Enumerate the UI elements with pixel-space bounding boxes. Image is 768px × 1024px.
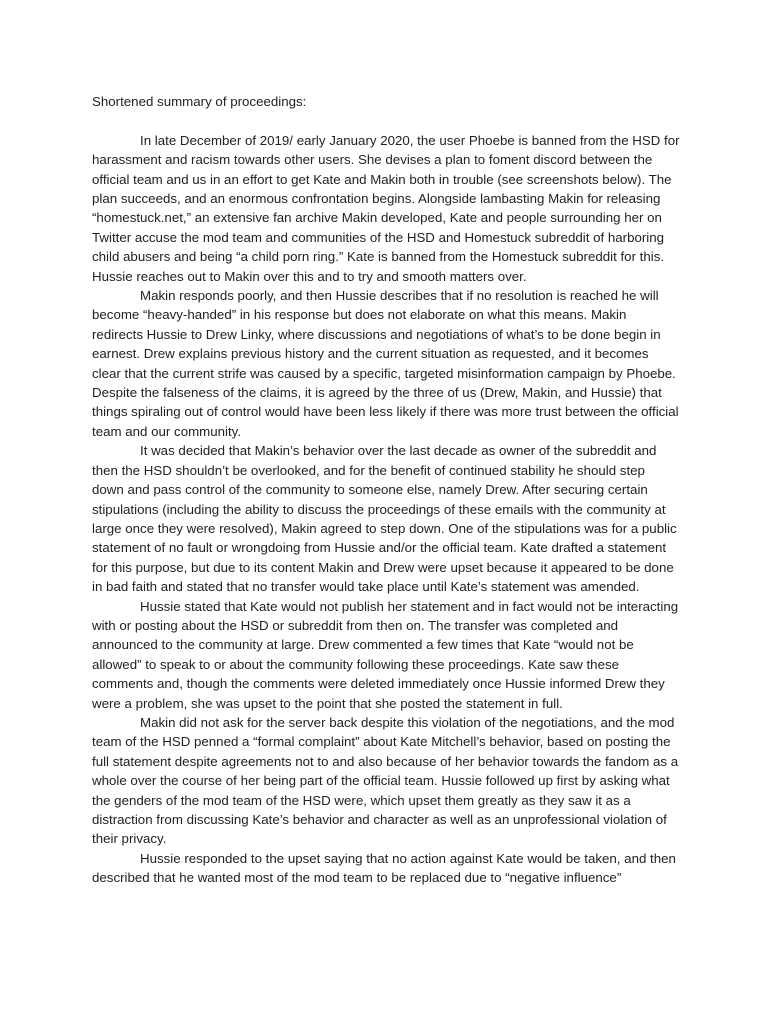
document-page [92,92,680,888]
paragraph-3: It was decided that Makin’s behavior over the last decade as owner of the subreddit and then the HSD shouldn’t be overlooked, and for the benefit of continued stability he should step down and pass control of the community to someone else, namely Drew. After securing certain stipulations (including the ability to discuss the proceedings of these emails with the community at large once they were resolved), Makin agreed to step down. One of the stipulations was for a public statement of no fault or wrongdoing from Hussie and/or the official team. Kate drafted a statement for this purpose, but due to its content Makin and Drew were upset because it appeared to be done in bad faith and stated that no transfer would take place until Kate’s statement was amended. [92,443,677,595]
paragraph-5: Makin did not ask for the server back despite this violation of the negotiations, and the mod team of the HSD penned a “formal complaint” about Kate Mitchell’s behavior, based on posting the full statement despite agreements not to and also because of her behavior towards the fandom as a whole over the course of her being part of the official team. Hussie followed up first by asking what the genders of the mod team of the HSD were, which upset them greatly as they saw it as a distraction from discussing Kate’s behavior and character as well as an unprofessional violation of their privacy. [92,714,679,847]
paragraph-6: Hussie responded to the upset saying that no action against Kate would be taken, and then described that he wanted most of the mod team to be replaced due to “negative influence” [92,850,676,886]
document-heading: Shortened summary of proceedings: [92,94,307,109]
paragraph-2: Makin responds poorly, and then Hussie describes that if no resolution is reached he will become “heavy-handed” in his response but does not elaborate on what this means. Makin redirects Hussie to Drew Linky, where discussions and negotiations of what’s to be done begin in earnest. Drew explains previous history and the current situation as requested, and it becomes clear that the current strife was caused by a specific, targeted misinformation campaign by Phoebe. Despite the falseness of the claims, it is agreed by the three of us (Drew, Makin, and Hussie) that things spiraling out of control would have been less likely if there was more trust between the official team and our community. [92,288,679,439]
paragraph-4: Hussie stated that Kate would not publish her statement and in fact would not be interacting with or posting about the HSD or subreddit from then on. The transfer was completed and announced to the community at large. Drew commented a few times that Kate “would not be allowed” to speak to or about the community following these proceedings. Kate saw these comments and, though the comments were deleted immediately once Hussie informed Drew they were a problem, she was upset to the point that she posted the statement in full. [92,598,679,711]
paragraph-1: In late December of 2019/ early January 2020, the user Phoebe is banned from the HSD for harassment and racism towards other users. She devises a plan to foment discord between the official team and us in an effort to get Kate and Makin both in trouble (see screenshots below). The plan succeeds, and an enormous confrontation begins. Alongside lambasting Makin for releasing “homestuck.net,” an extensive fan archive Makin developed, Kate and people surrounding her on Twitter accuse the mod team and communities of the HSD and Homestuck subreddit of harboring child abusers and being “a child porn ring.” Kate is banned from the Homestuck subreddit for this. Hussie reaches out to Makin over this and to try and smooth matters over. [92,132,680,284]
